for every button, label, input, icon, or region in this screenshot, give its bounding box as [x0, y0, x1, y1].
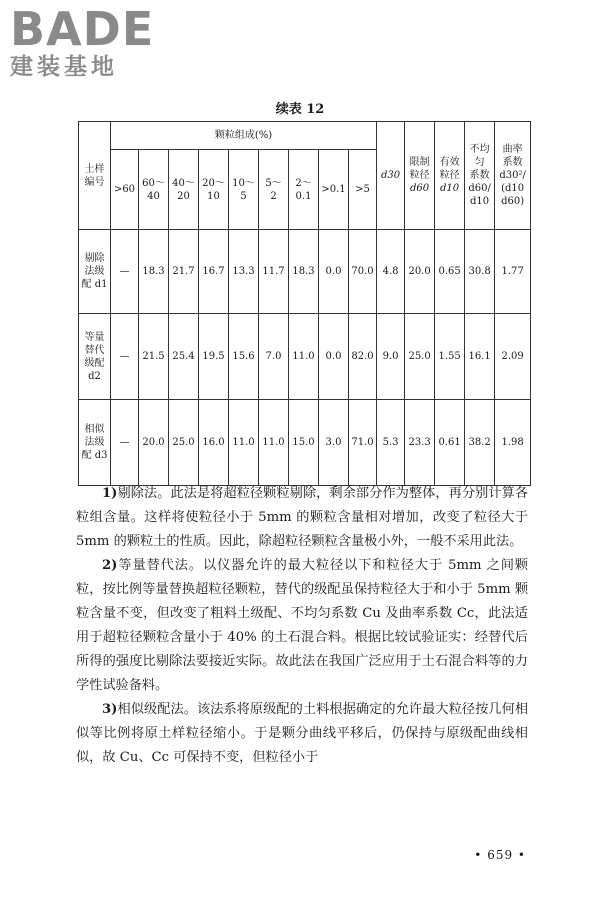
table-cell: 25.0: [405, 314, 435, 400]
paragraph: [76, 554, 528, 698]
table-cell: 0.61: [435, 400, 465, 486]
table-caption: 续表 12: [275, 102, 325, 117]
table-cell: —: [111, 230, 139, 314]
paragraph-lead: 相似级配法。: [117, 702, 197, 717]
table-row: [79, 314, 531, 400]
table-cell: 11.0: [289, 314, 319, 400]
table-cell: 19.5: [199, 314, 229, 400]
header-line: 40: [147, 190, 160, 202]
header-line: d60/: [468, 183, 491, 194]
table-cell: 16.1: [465, 314, 495, 400]
brand-logo: [10, 2, 180, 80]
header-line: 20～: [202, 177, 225, 189]
header-line: 0.1: [295, 190, 312, 202]
table-cell: 38.2: [465, 400, 495, 486]
table-row: [79, 400, 531, 486]
table-cell: 1.98: [495, 400, 531, 486]
header-line: d60): [501, 196, 525, 207]
header-line: 编号: [84, 176, 105, 188]
paragraph-lead: 剔除法。: [117, 486, 171, 501]
header-line: (d10: [501, 183, 525, 194]
table-cell: 7.0: [259, 314, 289, 400]
header-range-4: [229, 150, 259, 230]
header-line: 10～: [232, 177, 255, 189]
table-cell: 2.09: [495, 314, 531, 400]
header-line: 40～: [172, 177, 195, 189]
header-line: 粒径: [409, 170, 430, 181]
header-line: 曲率: [502, 144, 523, 155]
table-cell: 1.55: [435, 314, 465, 400]
header-line: 级配: [84, 357, 105, 369]
header-line: 土样: [84, 163, 105, 175]
header-line: 不均: [469, 144, 490, 155]
header-line: d60: [410, 183, 430, 194]
table-cell: 3.0: [319, 400, 349, 486]
header-line: 法级: [84, 437, 105, 448]
table-cell: 21.7: [169, 230, 199, 314]
table-cell: 11.7: [259, 230, 289, 314]
table-cell: 16.0: [199, 400, 229, 486]
table-cell: 21.5: [139, 314, 169, 400]
header-range-7: [319, 150, 349, 230]
header-line: >5: [355, 184, 370, 195]
table-cell: 71.0: [349, 400, 377, 486]
table-cell: 82.0: [349, 314, 377, 400]
paragraph-lead: 等量替代法。: [117, 558, 204, 573]
header-particle-group: 颗粒组成(%): [111, 122, 377, 150]
table-cell: 20.0: [139, 400, 169, 486]
table-row: [79, 230, 531, 314]
table-cell: 5.3: [377, 400, 405, 486]
header-range-1: [139, 150, 169, 230]
table-cell: 25.4: [169, 314, 199, 400]
table-cell: 11.0: [229, 400, 259, 486]
table-cell: 15.6: [229, 314, 259, 400]
row-label: [79, 230, 111, 314]
logo-subtitle: 建装基地: [10, 54, 118, 80]
header-line: 20: [177, 190, 190, 202]
header-line: 60～: [142, 177, 165, 189]
header-line: 5～: [265, 177, 282, 189]
header-line: 2: [270, 190, 277, 202]
header-line: 剔除: [84, 253, 105, 264]
table-cell: 20.0: [405, 230, 435, 314]
paragraph-text: 以仪器允许的最大粒径以下和粒径大于 5mm 之间颗粒，按比例等量替换超粒径颗粒，替代的级配虽保持粒径大于和小于 5mm 颗粒含量不变，但改变了粗料土级配、不均匀系数 Cu 及曲率系数 Cc，此法适用于超粒径颗粒含量小于 40% 的土石混合料。根据比较试验证实：经替代后所得的强度比剔除法要接近实际。故此法在我国广泛应用于土石混合料等的力学性试验备料。: [76, 558, 528, 693]
header-line: 系数: [469, 170, 490, 181]
header-line: 有效: [439, 157, 460, 168]
table-cell: 15.0: [289, 400, 319, 486]
header-line: 配 d3: [81, 450, 108, 461]
table-cell: 18.3: [289, 230, 319, 314]
header-d30: d30: [377, 122, 405, 230]
header-d10: [435, 122, 465, 230]
row-label: [79, 400, 111, 486]
header-sample-id: [79, 122, 111, 230]
header-line: 粒径: [439, 170, 460, 181]
header-line: >0.1: [321, 184, 346, 195]
table-cell: 13.3: [229, 230, 259, 314]
header-line: 替代: [84, 344, 105, 356]
header-range-5: [259, 150, 289, 230]
logo-brand-text: BADE: [10, 2, 155, 56]
header-line: 等量: [84, 331, 105, 343]
table-cell: 0.65: [435, 230, 465, 314]
header-range-3: [199, 150, 229, 230]
table-cell: 70.0: [349, 230, 377, 314]
header-line: 5: [240, 190, 247, 202]
table-cell: 25.0: [169, 400, 199, 486]
table-cell: 4.8: [377, 230, 405, 314]
header-line: 系数: [502, 157, 523, 168]
paragraph-marker: 2): [102, 558, 118, 573]
header-line: 法级: [84, 266, 105, 277]
table-cell: 23.3: [405, 400, 435, 486]
gradation-table: [78, 121, 531, 486]
table-cell: 0.0: [319, 314, 349, 400]
header-range-2: [169, 150, 199, 230]
header-line: d30²/: [499, 170, 526, 181]
body-text: [76, 482, 528, 770]
paragraph-text: 此法是将超粒径颗粒剔除，剩余部分作为整体，再分别计算各粒组含量。这样将使粒径小于 5mm 的颗粒含量相对增加，改变了粒径大于 5mm 的颗粒土的性质。因此，除超粒径颗粒含量极小外，一般不采用此法。: [76, 486, 529, 549]
paragraph-marker: 1): [102, 486, 118, 501]
row-label: [79, 314, 111, 400]
header-line: d2: [88, 370, 101, 382]
table-cell: —: [111, 400, 139, 486]
table-cell: 16.7: [199, 230, 229, 314]
header-d60: [405, 122, 435, 230]
table-cell: 0.0: [319, 230, 349, 314]
header-line: 相似: [84, 424, 105, 435]
paragraph-marker: 3): [102, 702, 118, 717]
header-line: 限制: [409, 157, 430, 168]
header-line: 10: [207, 190, 220, 202]
paragraph: [76, 698, 528, 770]
table-cell: —: [111, 314, 139, 400]
header-line: >60: [113, 184, 136, 195]
header-line: 2～: [295, 177, 312, 189]
paragraph: [76, 482, 528, 554]
page-number: • 659 •: [474, 848, 526, 862]
table-cell: 11.0: [259, 400, 289, 486]
table-cell: 9.0: [377, 314, 405, 400]
header-range-0: [111, 150, 139, 230]
header-line: d10: [440, 183, 460, 194]
table-cell: 30.8: [465, 230, 495, 314]
table-cell: 18.3: [139, 230, 169, 314]
header-range-8: [349, 150, 377, 230]
header-cu: [465, 122, 495, 230]
header-line: 配 d1: [81, 279, 108, 290]
header-line: 匀: [474, 157, 485, 168]
header-range-6: [289, 150, 319, 230]
header-line: d10: [470, 196, 490, 207]
table-cell: 1.77: [495, 230, 531, 314]
paragraph-text: 该法系将原级配的土料根据确定的允许最大粒径按几何相似等比例将原土样粒径缩小。于是颗分曲线平移后，仍保持与原级配曲线相似，故 Cu、Cc 可保持不变，但粒径小于: [76, 702, 529, 765]
header-cc: [495, 122, 531, 230]
